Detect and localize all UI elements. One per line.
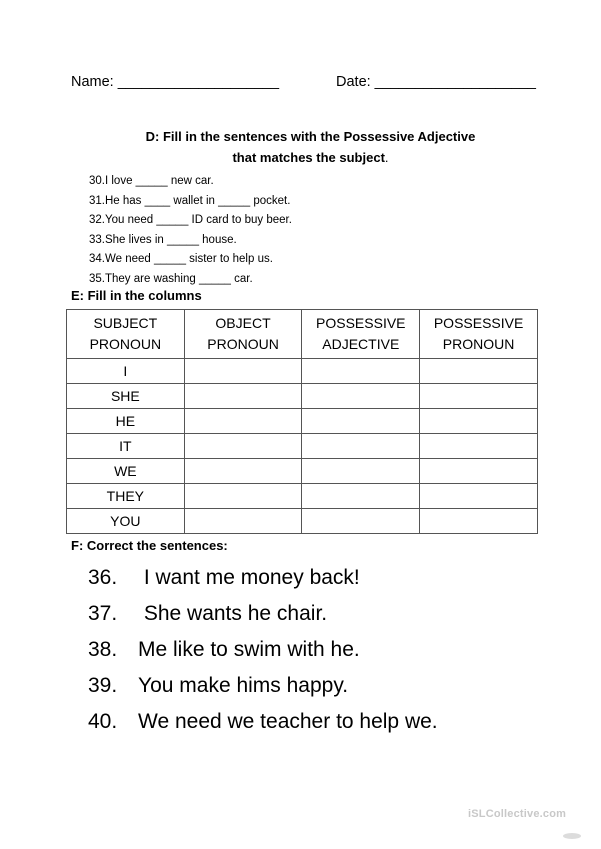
item-text: She wants he chair. [138, 602, 328, 625]
name-field-label: Name: ____________________ [71, 74, 280, 90]
item-number: 39. [88, 674, 118, 697]
blank-answer-cell [184, 459, 302, 484]
table-row [67, 459, 538, 484]
table-row [67, 384, 538, 409]
blank-answer-cell [302, 509, 420, 534]
table-row [67, 434, 538, 459]
section-d-title-line2 [10, 150, 601, 165]
section-d-title-line2-text: that matches the subject [232, 150, 385, 165]
sentence-item: 32.You need _____ ID card to buy beer. [89, 214, 292, 227]
subject-cell: YOU [67, 509, 185, 534]
blank-answer-cell [420, 409, 538, 434]
blank-answer-cell [420, 434, 538, 459]
site-watermark: iSLCollective.com [468, 808, 567, 820]
correction-item [88, 632, 438, 668]
blank-answer-cell [302, 434, 420, 459]
correction-item [88, 596, 438, 632]
subject-cell: IT [67, 434, 185, 459]
correction-item [88, 668, 438, 704]
correction-item [88, 704, 438, 740]
table-row [67, 509, 538, 534]
subject-cell: THEY [67, 484, 185, 509]
item-number: 38. [88, 638, 118, 661]
fill-in-sentence-list [89, 172, 292, 290]
blank-answer-cell [184, 509, 302, 534]
table-row [67, 359, 538, 384]
blank-answer-cell [184, 384, 302, 409]
table-header-row [67, 310, 538, 359]
date-field-label: Date: ____________________ [336, 74, 536, 90]
blank-answer-cell [184, 484, 302, 509]
sentence-item: 33.She lives in _____ house. [89, 233, 237, 246]
item-number: 40. [88, 710, 118, 733]
blank-answer-cell [302, 359, 420, 384]
correction-item [88, 560, 438, 596]
blank-answer-cell [420, 359, 538, 384]
sentence-item: 35.They are washing _____ car. [89, 272, 253, 285]
subject-cell: I [67, 359, 185, 384]
subject-cell: SHE [67, 384, 185, 409]
blank-answer-cell [420, 384, 538, 409]
sentence-item: 34.We need _____ sister to help us. [89, 253, 273, 266]
blank-answer-cell [302, 484, 420, 509]
section-f-title: F: Correct the sentences: [71, 538, 228, 553]
blank-answer-cell [302, 459, 420, 484]
blank-answer-cell [420, 484, 538, 509]
item-text: You make hims happy. [138, 674, 349, 697]
header-object-pronoun: OBJECT PRONOUN [184, 310, 302, 359]
sentence-item: 31.He has ____ wallet in _____ pocket. [89, 194, 291, 207]
section-e-title: E: Fill in the columns [71, 288, 202, 303]
subject-cell: WE [67, 459, 185, 484]
blank-answer-cell [302, 384, 420, 409]
blank-answer-cell [420, 459, 538, 484]
table-row [67, 409, 538, 434]
pronoun-columns-table [66, 309, 538, 534]
table-row [67, 484, 538, 509]
item-text: I want me money back! [138, 566, 360, 589]
sentence-item: 30.I love _____ new car. [89, 175, 214, 187]
item-number: 37. [88, 602, 118, 625]
item-text: We need we teacher to help we. [138, 710, 438, 733]
blank-answer-cell [302, 409, 420, 434]
correction-sentence-list [88, 560, 438, 740]
header-possessive-adjective: POSSESSIVE ADJECTIVE [302, 310, 420, 359]
item-number: 36. [88, 566, 118, 589]
blank-answer-cell [184, 359, 302, 384]
footer-decoration [563, 833, 581, 839]
section-d-title-line1: D: Fill in the sentences with the Possessive Adjective [145, 129, 476, 144]
header-subject-pronoun: SUBJECT PRONOUN [67, 310, 185, 359]
header-possessive-pronoun: POSSESSIVE PRONOUN [420, 310, 538, 359]
subject-cell: HE [67, 409, 185, 434]
section-d-title-period: . [384, 150, 389, 165]
blank-answer-cell [184, 434, 302, 459]
item-text: Me like to swim with he. [138, 638, 360, 661]
blank-answer-cell [184, 409, 302, 434]
blank-answer-cell [420, 509, 538, 534]
